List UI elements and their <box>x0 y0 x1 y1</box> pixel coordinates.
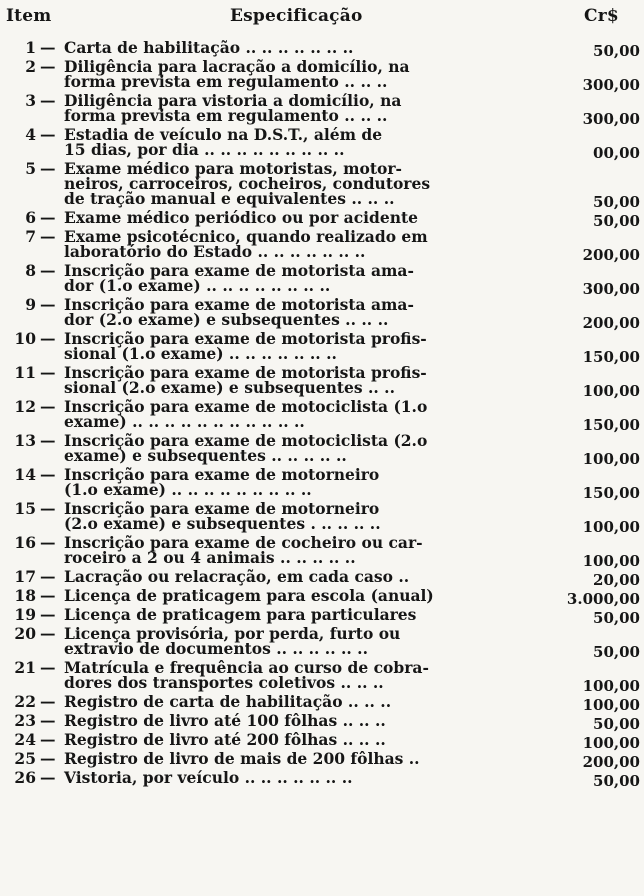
item-value: 100,00 <box>582 552 640 570</box>
item-description: Inscrição para exame de motociclista (2.o exame) e subsequentes .. .. .. .. .. <box>64 431 428 465</box>
item-dash: — <box>40 768 56 787</box>
item-value: 300,00 <box>582 280 640 298</box>
table-row <box>0 467 644 501</box>
item-number: 9 <box>25 295 36 314</box>
item-description: Licença de praticagem para particulares <box>64 605 417 624</box>
item-description: Inscrição para exame de motorista profis- sional (1.o exame) .. .. .. .. .. .. .. <box>64 329 427 363</box>
item-description: Registro de livro até 200 fôlhas .. .. .. <box>64 730 386 749</box>
table-row <box>0 501 644 535</box>
item-value: 100,00 <box>582 677 640 695</box>
item-dash: — <box>40 692 56 711</box>
item-number: 12 <box>14 397 36 416</box>
item-description: Carta de habilitação .. .. .. .. .. .. .. <box>64 38 354 57</box>
item-number: 3 <box>25 91 36 110</box>
item-value: 200,00 <box>582 314 640 332</box>
item-dash: — <box>40 711 56 730</box>
item-description: Exame médico para motoristas, motor- neiros, carroceiros, cocheiros, condutores de tração manual e equivalentes .. .. .. <box>64 159 431 208</box>
item-number: 7 <box>25 227 36 246</box>
item-description: Licença provisória, por perda, furto ou extravio de documentos .. .. .. .. .. .. <box>64 624 401 658</box>
item-number: 11 <box>14 363 36 382</box>
item-number: 1 <box>25 38 36 57</box>
item-number: 6 <box>25 208 36 227</box>
item-value: 50,00 <box>593 42 640 60</box>
item-value: 150,00 <box>582 484 640 502</box>
table-row <box>0 770 644 789</box>
table-row <box>0 433 644 467</box>
table-row <box>0 331 644 365</box>
item-description: Inscrição para exame de motorista profis- sional (2.o exame) e subsequentes .. .. <box>64 363 427 397</box>
table-row <box>0 297 644 331</box>
item-dash: — <box>40 431 56 450</box>
item-description: Inscrição para exame de motorista ama- dor (1.o exame) .. .. .. .. .. .. .. .. <box>64 261 414 295</box>
item-dash: — <box>40 533 56 552</box>
item-description: Inscrição para exame de motociclista (1.o exame) .. .. .. .. .. .. .. .. .. .. .. <box>64 397 428 431</box>
item-dash: — <box>40 227 56 246</box>
column-header-spec: Especificação <box>230 6 363 26</box>
item-number: 8 <box>25 261 36 280</box>
item-value: 200,00 <box>582 753 640 771</box>
item-dash: — <box>40 295 56 314</box>
item-description: Diligência para lacração a domicílio, na forma prevista em regulamento .. .. .. <box>64 57 410 91</box>
item-number: 13 <box>14 431 36 450</box>
item-dash: — <box>40 658 56 677</box>
item-description: Registro de livro até 100 fôlhas .. .. .. <box>64 711 386 730</box>
item-dash: — <box>40 749 56 768</box>
item-description: Inscrição para exame de motorneiro (2.o exame) e subsequentes . .. .. .. .. <box>64 499 381 533</box>
item-value: 3.000,00 <box>566 590 640 608</box>
table-row <box>0 161 644 210</box>
item-number: 26 <box>14 768 36 787</box>
table-row <box>0 127 644 161</box>
column-header-currency: Cr$ <box>584 6 619 26</box>
table-row <box>0 365 644 399</box>
item-number: 24 <box>14 730 36 749</box>
item-dash: — <box>40 499 56 518</box>
item-number: 19 <box>14 605 36 624</box>
item-dash: — <box>40 624 56 643</box>
item-description: Exame psicotécnico, quando realizado em laboratório do Estado .. .. .. .. .. .. .. <box>64 227 428 261</box>
table-row <box>0 660 644 694</box>
column-header-item: Item <box>6 6 52 26</box>
item-description: Vistoria, por veículo .. .. .. .. .. .. .. <box>64 768 353 787</box>
item-number: 5 <box>25 159 36 178</box>
table-row <box>0 59 644 93</box>
item-description: Inscrição para exame de cocheiro ou car- roceiro a 2 ou 4 animais .. .. .. .. .. <box>64 533 423 567</box>
item-dash: — <box>40 91 56 110</box>
table-row <box>0 535 644 569</box>
item-description: Diligência para vistoria a domicílio, na forma prevista em regulamento .. .. .. <box>64 91 402 125</box>
item-description: Licença de praticagem para escola (anual) <box>64 586 434 605</box>
item-number: 25 <box>14 749 36 768</box>
item-value: 150,00 <box>582 416 640 434</box>
item-value: 100,00 <box>582 518 640 536</box>
item-value: 00,00 <box>593 144 640 162</box>
table-row <box>0 626 644 660</box>
item-number: 22 <box>14 692 36 711</box>
item-number: 16 <box>14 533 36 552</box>
table-row <box>0 263 644 297</box>
item-dash: — <box>40 586 56 605</box>
item-dash: — <box>40 57 56 76</box>
item-description: Lacração ou relacração, em cada caso .. <box>64 567 410 586</box>
item-value: 150,00 <box>582 348 640 366</box>
table-row <box>0 93 644 127</box>
item-number: 21 <box>14 658 36 677</box>
item-description: Exame médico periódico ou por acidente <box>64 208 419 227</box>
item-value: 50,00 <box>593 212 640 230</box>
item-dash: — <box>40 605 56 624</box>
item-value: 100,00 <box>582 734 640 752</box>
item-value: 300,00 <box>582 76 640 94</box>
item-number: 2 <box>25 57 36 76</box>
item-dash: — <box>40 38 56 57</box>
item-value: 50,00 <box>593 772 640 790</box>
item-description: Registro de carta de habilitação .. .. .. <box>64 692 392 711</box>
item-value: 50,00 <box>593 193 640 211</box>
item-description: Registro de livro de mais de 200 fôlhas .. <box>64 749 420 768</box>
item-number: 15 <box>14 499 36 518</box>
item-value: 100,00 <box>582 382 640 400</box>
item-value: 20,00 <box>593 571 640 589</box>
item-number: 4 <box>25 125 36 144</box>
item-description: Inscrição para exame de motorneiro (1.o exame) .. .. .. .. .. .. .. .. .. <box>64 465 380 499</box>
table-row <box>0 399 644 433</box>
item-value: 50,00 <box>593 715 640 733</box>
item-dash: — <box>40 261 56 280</box>
item-dash: — <box>40 730 56 749</box>
item-dash: — <box>40 208 56 227</box>
item-dash: — <box>40 159 56 178</box>
item-number: 23 <box>14 711 36 730</box>
item-number: 10 <box>14 329 36 348</box>
item-number: 14 <box>14 465 36 484</box>
item-description: Inscrição para exame de motorista ama- dor (2.o exame) e subsequentes .. .. .. <box>64 295 414 329</box>
item-value: 100,00 <box>582 696 640 714</box>
item-value: 300,00 <box>582 110 640 128</box>
item-description: Matrícula e frequência ao curso de cobra- dores dos transportes coletivos .. .. .. <box>64 658 429 692</box>
item-value: 100,00 <box>582 450 640 468</box>
item-value: 200,00 <box>582 246 640 264</box>
item-dash: — <box>40 465 56 484</box>
table-row <box>0 229 644 263</box>
item-number: 17 <box>14 567 36 586</box>
item-description: Estadia de veículo na D.S.T., além de 15 dias, por dia .. .. .. .. .. .. .. .. .. <box>64 125 383 159</box>
tariff-rows <box>0 40 644 789</box>
item-dash: — <box>40 567 56 586</box>
item-value: 50,00 <box>593 643 640 661</box>
item-dash: — <box>40 329 56 348</box>
item-dash: — <box>40 397 56 416</box>
item-value: 50,00 <box>593 609 640 627</box>
item-dash: — <box>40 125 56 144</box>
item-dash: — <box>40 363 56 382</box>
item-number: 20 <box>14 624 36 643</box>
item-number: 18 <box>14 586 36 605</box>
